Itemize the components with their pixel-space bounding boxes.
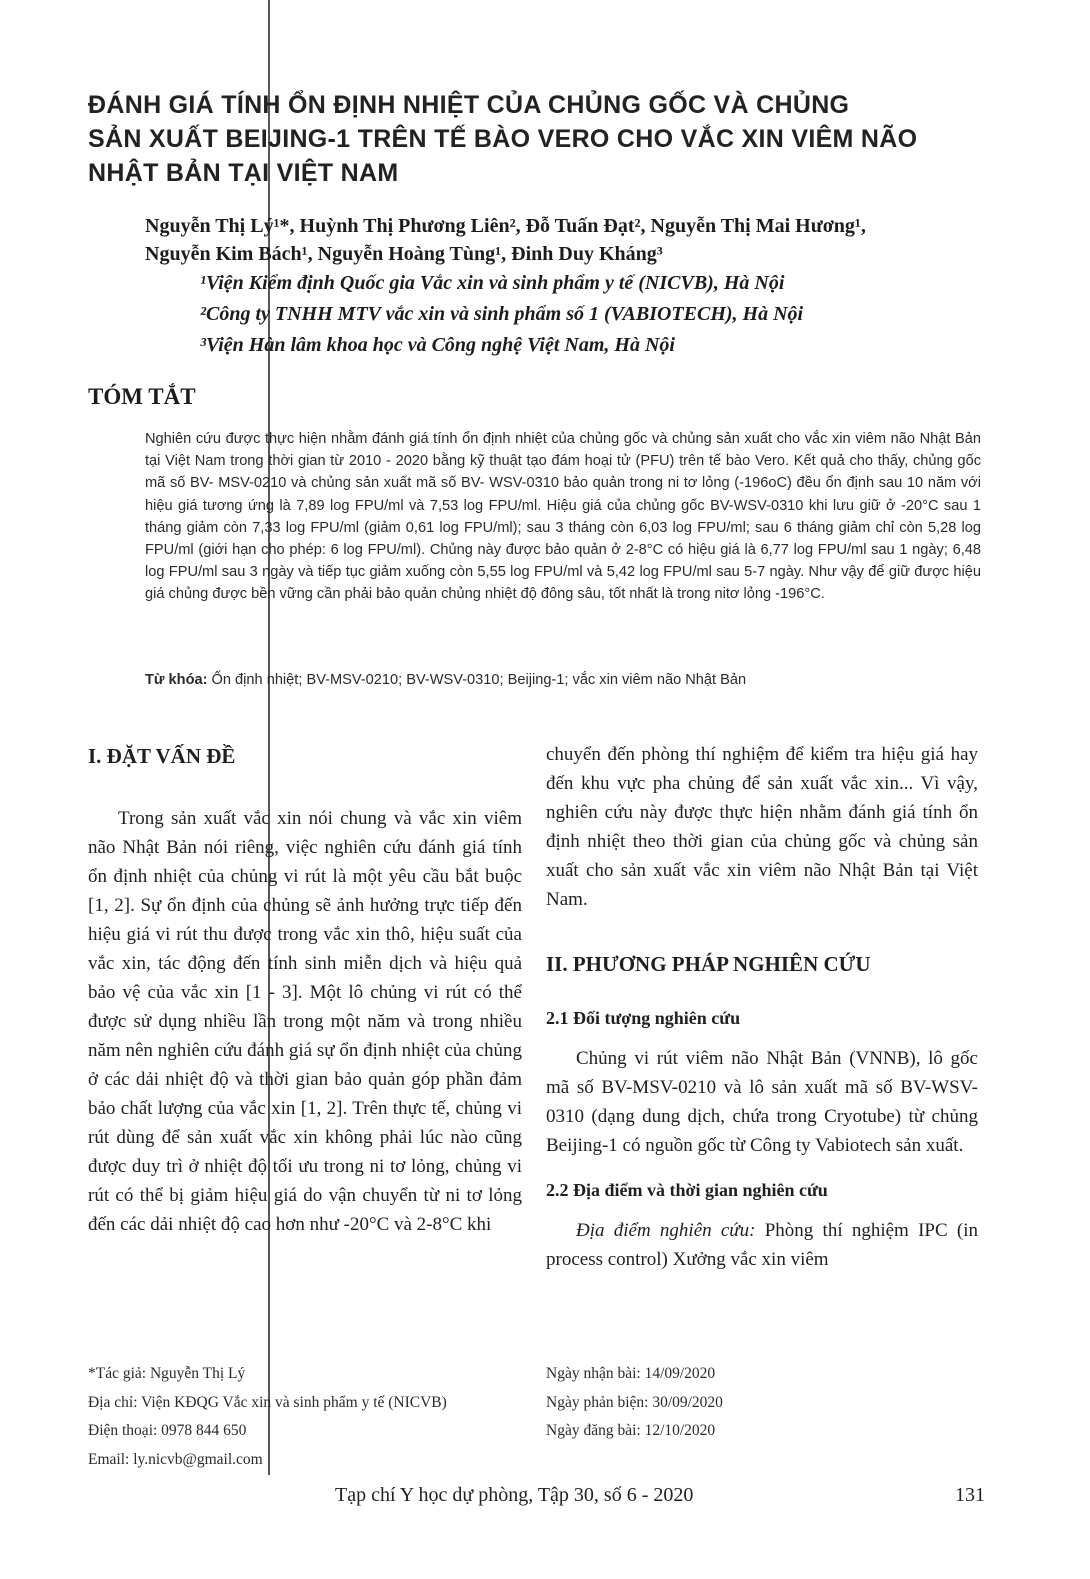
location-text: Phòng thí nghiệm IPC (in process control) Xưởng vắc xin viêm (546, 1220, 978, 1270)
left-column (88, 740, 522, 1239)
paper-title (88, 88, 988, 190)
affiliation-2: ²Công ty TNHH MTV vắc xin và sinh phẩm số 1 (VABIOTECH), Hà Nội (200, 303, 804, 325)
location-label: Địa điểm nghiên cứu: (576, 1220, 756, 1241)
title-line-2: SẢN XUẤT BEIJING-1 TRÊN TẾ BÀO VERO CHO VẮC XIN VIÊM NÃO (88, 125, 918, 153)
footnote-email: Email: ly.nicvb@gmail.com (88, 1450, 263, 1468)
affiliation-3: ³Viện Hàn lâm khoa học và Công nghệ Việt Nam, Hà Nội (200, 334, 675, 356)
author-line-1: Nguyễn Thị Lý¹*, Huỳnh Thị Phương Liên², Đỗ Tuấn Đạt², Nguyễn Thị Mai Hương¹, (145, 215, 866, 237)
keywords (145, 672, 981, 688)
footnote-author: *Tác giả: Nguyễn Thị Lý (88, 1365, 246, 1382)
subsection-2-1-text: Chủng vi rút viêm não Nhật Bản (VNNB), lô gốc mã số BV-MSV-0210 và lô sản xuất mã số BV-WSV-0310 (dạng dung dịch, chứa trong Cryotube) từ chủng Beijing-1 có nguồn gốc từ Công ty Vabiotech sản xuất. (546, 1048, 978, 1156)
author-list (145, 212, 1005, 268)
page-number: 131 (955, 1484, 985, 1506)
affiliation-list (200, 268, 1000, 361)
footnote-reviewed: Ngày phản biện: 30/09/2020 (546, 1393, 723, 1411)
footnote-published: Ngày đăng bài: 12/10/2020 (546, 1422, 716, 1439)
section-1-continuation: chuyển đến phòng thí nghiệm để kiểm tra hiệu giá hay đến khu vực pha chủng để sản xuất vắc xin... Vì vậy, nghiên cứu này được thực hiện nhằm đánh giá tính ổn định nhiệt theo thời gian của chủng gốc và chủng sản xuất cho sản xuất vắc xin viêm não Nhật Bản tại Việt Nam. (546, 744, 978, 910)
footnote-address: Địa chỉ: Viện KĐQG Vắc xin và sinh phẩm y tế (NICVB) (88, 1393, 447, 1411)
right-column (546, 740, 978, 1274)
abstract-text: Nghiên cứu được thực hiện nhằm đánh giá tính ổn định nhiệt của chủng gốc và chủng sản xuất cho vắc xin viêm não Nhật Bản tại Việt Nam trong thời gian từ 2010 - 2020 bằng kỹ thuật tạo đám hoại tử (PFU) trên tế bào Vero. Kết quả cho thấy, chủng gốc mã số BV- MSV-0210 và chủng sản xuất mã số BV- WSV-0310 bảo quản trong ni tơ lỏng (-196oC) đều ổn định sau 10 năm với hiệu giá tương ứng là 7,89 log FPU/ml và 7,53 log FPU/ml. Hiệu giá của chủng gốc BV-WSV-0310 khi lưu giữ ở -20°C sau 1 tháng giảm còn 7,33 log FPU/ml (giảm 0,61 log FPU/ml); sau 3 tháng còn 6,03 log FPU/ml; sau 6 tháng giảm chỉ còn 5,28 log FPU/ml (giới hạn cho phép: 6 log FPU/ml). Chủng này được bảo quản ở 2-8°C có hiệu giá là 6,77 log FPU/ml sau 1 ngày; 6,48 log FPU/ml sau 3 ngày và tiếp tục giảm xuống còn 5,55 log FPU/ml và 5,42 log FPU/ml sau 5-7 ngày. Như vậy để giữ được hiệu giá chủng được bền vững cần phải bảo quản chủng nhiệt độ đông sâu, tốt nhất là trong nitơ lỏng -196°C. (145, 431, 981, 603)
subsection-2-2-text (546, 1216, 978, 1274)
journal-footer: Tạp chí Y học dự phòng, Tập 30, số 6 - 2020 (335, 1484, 694, 1506)
author-line-2: Nguyễn Kim Bách¹, Nguyễn Hoàng Tùng¹, Đinh Duy Kháng³ (145, 243, 663, 265)
subsection-2-1-heading: 2.1 Đối tượng nghiên cứu (546, 1008, 741, 1028)
keywords-value: Ổn định nhiệt; BV-MSV-0210; BV-WSV-0310; Beijing-1; vắc xin viêm não Nhật Bản (211, 672, 747, 688)
title-line-3: NHẬT BẢN TẠI VIỆT NAM (88, 159, 399, 187)
affiliation-1: ¹Viện Kiểm định Quốc gia Vắc xin và sinh phẩm y tế (NICVB), Hà Nội (200, 272, 785, 294)
section-1-paragraph: Trong sản xuất vắc xin nói chung và vắc xin viêm não Nhật Bản nói riêng, việc nghiên cứu đánh giá tính ổn định nhiệt của chủng vi rút là một yêu cầu bắt buộc [1, 2]. Sự ổn định của chủng sẽ ảnh hưởng trực tiếp đến hiệu giá vi rút thu được trong vắc xin thô, hiệu suất của vắc xin, tác động đến tính sinh miễn dịch và hiệu quả bảo vệ của vắc xin [1 - 3]. Một lô chủng vi rút có thể được sử dụng nhiều lần trong một năm và trong nhiều năm nên nghiên cứu đánh giá sự ổn định nhiệt của chủng ở các dải nhiệt độ và thời gian bảo quản góp phần đảm bảo chất lượng của vắc xin [1, 2]. Trên thực tế, chủng vi rút dùng để sản xuất vắc xin không phải lúc nào cũng được duy trì ở nhiệt độ tối ưu trong ni tơ lỏng, chủng vi rút có thể bị giảm hiệu giá do vận chuyển từ ni tơ lỏng đến các dải nhiệt độ cao hơn như -20°C và 2-8°C khi (88, 808, 522, 1235)
author-footnote (88, 1360, 538, 1474)
footnote-phone: Điện thoại: 0978 844 650 (88, 1422, 247, 1439)
footnote-received: Ngày nhận bài: 14/09/2020 (546, 1365, 716, 1382)
title-line-1: ĐÁNH GIÁ TÍNH ỔN ĐỊNH NHIỆT CỦA CHỦNG GỐC VÀ CHỦNG (88, 91, 850, 119)
section-1-heading: I. ĐẶT VẤN ĐỀ (88, 744, 236, 768)
subsection-2-2-heading: 2.2 Địa điểm và thời gian nghiên cứu (546, 1180, 828, 1200)
date-footnote (546, 1360, 966, 1446)
keywords-label: Từ khóa: (145, 672, 208, 688)
section-2-heading: II. PHƯƠNG PHÁP NGHIÊN CỨU (546, 952, 871, 976)
abstract-heading: TÓM TẮT (88, 384, 196, 409)
